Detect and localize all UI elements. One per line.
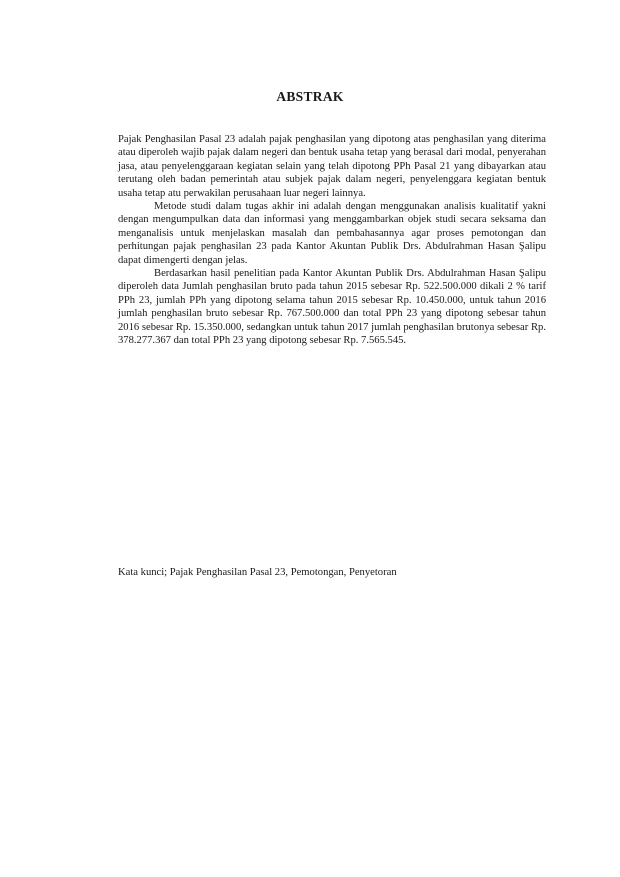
- abstract-body: [118, 133, 546, 348]
- abstract-paragraph-method: Metode studi dalam tugas akhir ini adalah dengan menggunakan analisis kualitatif yakni dengan mengumpulkan data dan informasi yang menggambarkan objek studi secara seksama dan menganalisis untuk menjelaskan masalah dan pembahasannya agar proses pemotongan dan perhitungan pajak penghasilan 23 pada Kantor Akuntan Publik Drs. Abdulrahman Hasan Şalipu dapat dimengerti dengan jelas.: [118, 201, 546, 266]
- abstract-paragraph-definition: Pajak Penghasilan Pasal 23 adalah pajak penghasilan yang dipotong atas penghasilan yang diterima atau diperoleh wajib pajak dalam negeri dan bentuk usaha tetap yang berasal dari modal, penyerahan jasa, atau penyelenggaraan kegiatan selain yang telah dipotong PPh Pasal 21 yang dibayarkan atau terutang oleh badan pemerintah atau subjek pajak dalam negeri, penyelenggara kegiatan bentuk usaha tetap atu perwakilan perusahaan luar negeri lainnya.: [118, 134, 546, 199]
- keywords-line: Kata kunci; Pajak Penghasilan Pasal 23, Pemotongan, Penyetoran: [118, 567, 397, 578]
- page-title: ABSTRAK: [276, 89, 344, 104]
- abstract-paragraph-results: Berdasarkan hasil penelitian pada Kantor Akuntan Publik Drs. Abdulrahman Hasan Şalipu diperoleh data Jumlah penghasilan bruto pada tahun 2015 sebesar Rp. 522.500.000 dikali 2 % tarif PPh 23, jumlah PPh yang dipotong selama tahun 2015 sebesar Rp. 10.450.000, untuk tahun 2016 jumlah penghasilan bruto sebesar Rp. 767.500.000 dan total PPh 23 yang dipotong sebesar tahun 2016 sebesar Rp. 15.350.000, sedangkan untuk tahun 2017 jumlah penghasilan brutonya sebesar Rp. 378.277.367 dan total PPh 23 yang dipotong sebesar Rp. 7.565.545.: [118, 268, 546, 347]
